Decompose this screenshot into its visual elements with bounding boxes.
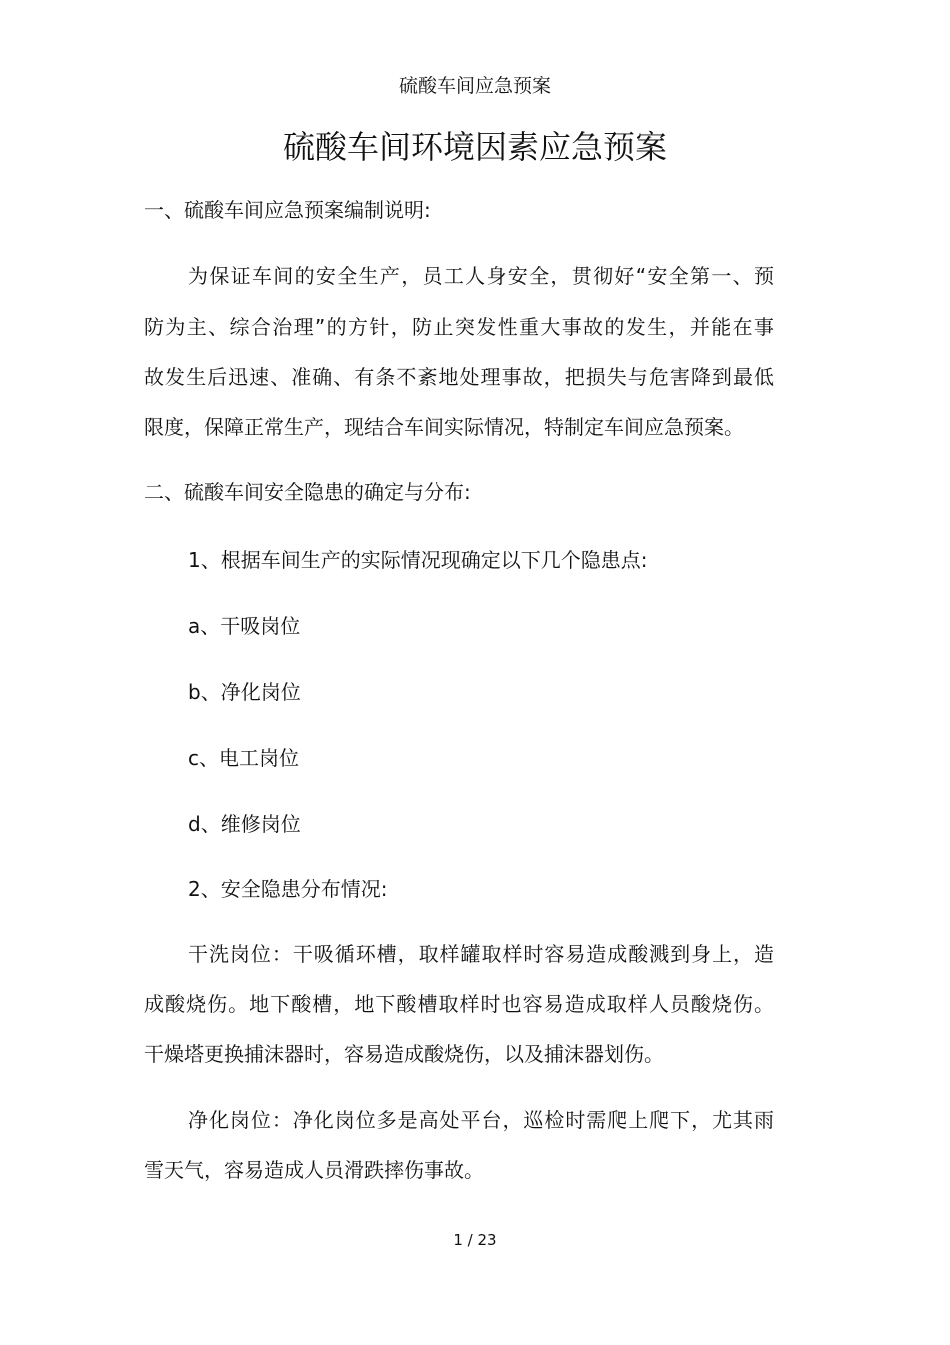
section1-para-line: 防为主、综合治理”的方针，防止突发性重大事故的发生，并能在事	[144, 315, 774, 339]
hazard-point-item: b、净化岗位	[188, 680, 301, 704]
jinghua-para-line: 净化岗位：净化岗位多是高处平台，巡检时需爬上爬下，尤其雨	[188, 1108, 774, 1132]
jinghua-para-line: 雪天气，容易造成人员滑跌摔伤事故。	[144, 1158, 484, 1182]
hazard-point-item: d、维修岗位	[188, 812, 301, 836]
ganxi-para-line: 干洗岗位：干吸循环槽，取样罐取样时容易造成酸溅到身上，造	[188, 942, 774, 966]
section1-para-line: 限度，保障正常生产，现结合车间实际情况，特制定车间应急预案。	[144, 415, 744, 439]
section1-heading: 一、硫酸车间应急预案编制说明:	[144, 198, 431, 222]
hazard-distribution-item: 2、安全隐患分布情况:	[188, 877, 388, 901]
section2-heading: 二、硫酸车间安全隐患的确定与分布:	[144, 480, 471, 504]
hazard-intro-item: 1、根据车间生产的实际情况现确定以下几个隐患点:	[188, 548, 648, 572]
section1-para-line: 为保证车间的安全生产，员工人身安全，贯彻好“安全第一、预	[188, 264, 774, 288]
hazard-point-item: a、干吸岗位	[188, 614, 301, 638]
running-header: 硫酸车间应急预案	[398, 75, 551, 97]
page-number: 1 / 23	[453, 1231, 497, 1249]
hazard-point-item: c、电工岗位	[188, 746, 299, 770]
section1-para-line: 故发生后迅速、准确、有条不紊地处理事故，把损失与危害降到最低	[144, 365, 774, 389]
document-title: 硫酸车间环境因素应急预案	[282, 128, 667, 166]
ganxi-para-line: 成酸烧伤。地下酸槽，地下酸槽取样时也容易造成取样人员酸烧伤。	[144, 992, 774, 1016]
ganxi-para-line: 干燥塔更换捕沫器时，容易造成酸烧伤，以及捕沫器划伤。	[144, 1042, 664, 1066]
